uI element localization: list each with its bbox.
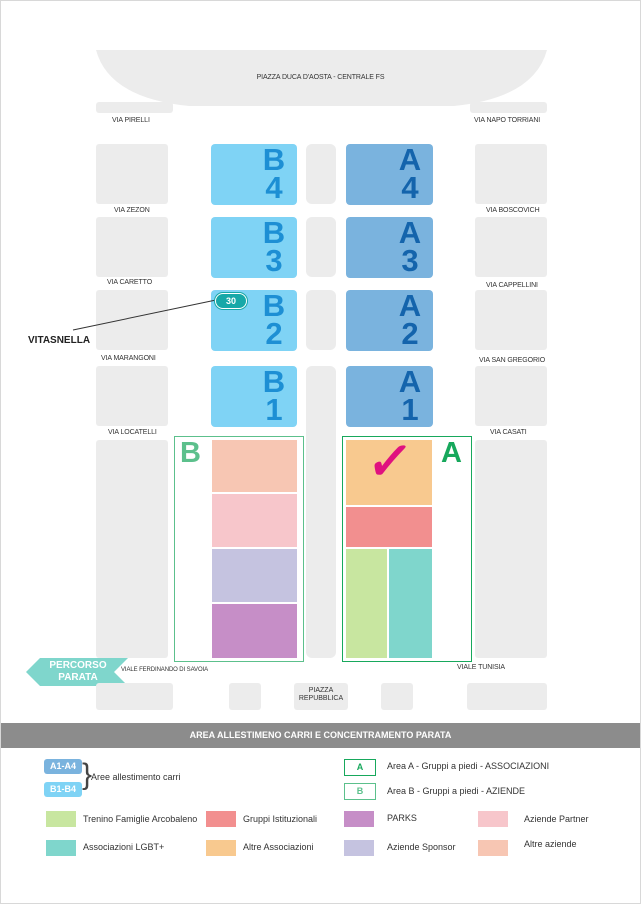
city-block bbox=[96, 683, 173, 710]
city-block bbox=[96, 440, 168, 658]
city-block bbox=[96, 217, 168, 277]
street-viale-ferdinando: VIALE FERDINANDO DI SAVOIA bbox=[121, 667, 208, 673]
city-block bbox=[475, 440, 547, 658]
carro-letter: A bbox=[398, 364, 422, 399]
legend-label-aziende-sponsor: Aziende Sponsor bbox=[387, 842, 456, 852]
legend-label-altre-associazioni: Altre Associazioni bbox=[243, 842, 314, 852]
legend-label-gruppi-istituzionali: Gruppi Istituzionali bbox=[243, 814, 318, 824]
legend-swatch-associazioni-lgbt bbox=[46, 840, 76, 856]
zone-trenino[interactable] bbox=[346, 549, 387, 658]
carro-b3[interactable] bbox=[211, 217, 297, 278]
zone-aziende-sponsor[interactable] bbox=[212, 549, 297, 602]
legend-label-aziende-partner: Aziende Partner bbox=[524, 814, 589, 824]
legend-box-b: B bbox=[344, 783, 376, 800]
street-via-san-gregorio: VIA SAN GREGORIO bbox=[479, 357, 546, 364]
legend-swatch-gruppi-istituzionali bbox=[206, 811, 236, 827]
legend-box-a: A bbox=[344, 759, 376, 776]
legend-banner-text: AREA ALLESTIMENO CARRI E CONCENTRAMENTO PARATA bbox=[189, 730, 452, 740]
piazza-repubblica-line-1: PIAZZA bbox=[308, 687, 334, 694]
carro-a3[interactable] bbox=[346, 217, 433, 278]
median-segment bbox=[306, 290, 336, 350]
legend-swatch-altre-aziende bbox=[478, 840, 508, 856]
piazza-duca-label: PIAZZA DUCA D'AOSTA - CENTRALE FS bbox=[256, 74, 385, 81]
city-block bbox=[475, 144, 547, 204]
carro-number: 1 bbox=[401, 392, 419, 427]
carro-a4[interactable] bbox=[346, 144, 433, 205]
zone-aziende-partner[interactable] bbox=[212, 494, 297, 547]
percorso-line-2: PARATA bbox=[58, 672, 98, 683]
carro-number: 2 bbox=[401, 316, 419, 351]
city-block bbox=[229, 683, 261, 710]
street-via-cappellini: VIA CAPPELLINI bbox=[486, 282, 538, 289]
corner-block-left bbox=[96, 102, 173, 113]
legend-area-b-desc: Area B - Gruppi a piedi - AZIENDE bbox=[387, 786, 526, 796]
carro-letter: B bbox=[262, 142, 286, 177]
legend-swatch-trenino bbox=[46, 811, 76, 827]
street-via-marangoni: VIA MARANGONI bbox=[101, 355, 156, 362]
carro-number: 2 bbox=[265, 316, 283, 351]
carro-letter: A bbox=[398, 215, 422, 250]
legend-tag-b: B1-B4 bbox=[44, 782, 82, 797]
vitasnella-label: VITASNELLA bbox=[28, 335, 91, 346]
carro-letter: A bbox=[398, 142, 422, 177]
carro-a2[interactable] bbox=[346, 290, 433, 351]
corner-block-right bbox=[470, 102, 547, 113]
legend-swatch-aziende-partner bbox=[478, 811, 508, 827]
carro-number: 1 bbox=[265, 392, 283, 427]
carro-letter: B bbox=[262, 288, 286, 323]
legend-swatch-altre-associazioni bbox=[206, 840, 236, 856]
carro-b1[interactable] bbox=[211, 366, 297, 427]
legend-swatch-parks bbox=[344, 811, 374, 827]
legend-brace-icon: } bbox=[82, 758, 93, 791]
zone-altre-aziende[interactable] bbox=[212, 440, 297, 492]
median-segment bbox=[306, 366, 336, 658]
carro-number: 4 bbox=[265, 170, 283, 205]
badge-pointer-line bbox=[70, 296, 220, 336]
carro-number: 3 bbox=[401, 243, 419, 278]
carro-letter: A bbox=[398, 288, 422, 323]
street-via-caretto: VIA CARETTO bbox=[107, 279, 153, 286]
percorso-line-1: PERCORSO bbox=[49, 660, 107, 671]
checkmark-icon: ✓ bbox=[363, 433, 416, 491]
city-block bbox=[475, 217, 547, 277]
piazza-repubblica-label bbox=[294, 687, 348, 703]
carro-a1[interactable] bbox=[346, 366, 433, 427]
street-via-boscovich: VIA BOSCOVICH bbox=[486, 207, 540, 214]
badge-30[interactable]: 30 bbox=[215, 293, 247, 309]
legend-label-parks: PARKS bbox=[387, 813, 417, 823]
city-block bbox=[475, 366, 547, 426]
median-segment bbox=[306, 217, 336, 277]
legend-tag-a: A1-A4 bbox=[44, 759, 82, 774]
street-via-zezon: VIA ZEZON bbox=[114, 207, 150, 214]
zone-gruppi-istituzionali[interactable] bbox=[346, 507, 432, 547]
legend-label-altre-aziende: Altre aziende bbox=[524, 839, 577, 849]
median-segment bbox=[306, 144, 336, 204]
legend-swatch-aziende-sponsor bbox=[344, 840, 374, 856]
city-block bbox=[96, 366, 168, 426]
legend-aree-label: Aree allestimento carri bbox=[91, 772, 181, 782]
street-via-locatelli: VIA LOCATELLI bbox=[108, 429, 157, 436]
percorso-label bbox=[36, 660, 120, 684]
carro-b4[interactable] bbox=[211, 144, 297, 205]
street-via-napo-torriani: VIA NAPO TORRIANI bbox=[474, 117, 541, 124]
carro-number: 3 bbox=[265, 243, 283, 278]
legend-area-a-desc: Area A - Gruppi a piedi - ASSOCIAZIONI bbox=[387, 761, 550, 771]
legend-label-associazioni-lgbt: Associazioni LGBT+ bbox=[83, 842, 165, 852]
street-viale-tunisia: VIALE TUNISIA bbox=[457, 664, 505, 671]
street-via-pirelli: VIA PIRELLI bbox=[112, 117, 150, 124]
carro-letter: B bbox=[262, 364, 286, 399]
street-via-casati: VIA CASATI bbox=[490, 429, 527, 436]
city-block bbox=[381, 683, 413, 710]
city-block bbox=[96, 144, 168, 204]
area-a-letter: A bbox=[441, 437, 462, 469]
zone-parks[interactable] bbox=[212, 604, 297, 658]
city-block bbox=[475, 290, 547, 350]
carro-letter: B bbox=[262, 215, 286, 250]
city-block bbox=[467, 683, 547, 710]
piazza-repubblica-line-2: REPUBBLICA bbox=[298, 695, 344, 702]
legend-label-trenino: Trenino Famiglie Arcobaleno bbox=[83, 814, 198, 824]
carro-number: 4 bbox=[401, 170, 419, 205]
area-b-letter: B bbox=[180, 437, 201, 469]
zone-associazioni-lgbt[interactable] bbox=[389, 549, 432, 658]
